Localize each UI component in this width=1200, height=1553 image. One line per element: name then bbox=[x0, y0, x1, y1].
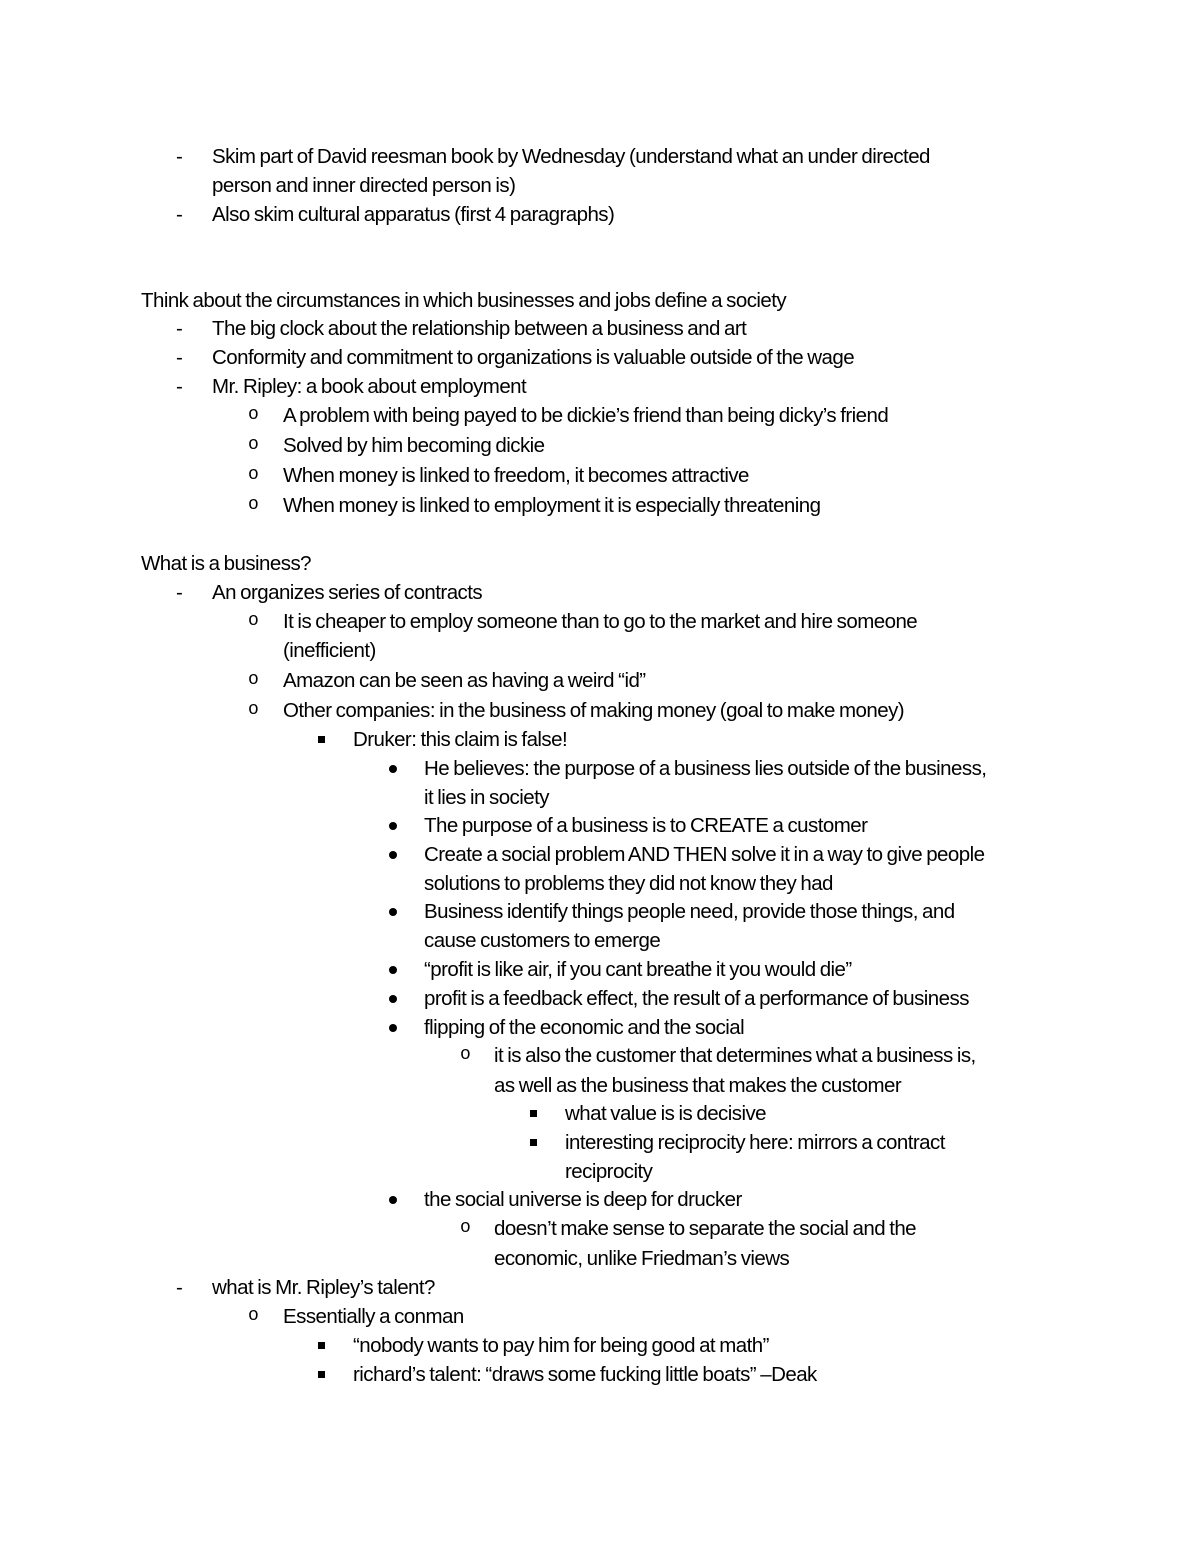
text-line: doesn’t make sense to separate the social and the bbox=[494, 1217, 917, 1240]
text-line: economic, unlike Friedman’s views bbox=[494, 1247, 790, 1270]
text-line: solutions to problems they did not know they had bbox=[424, 872, 833, 895]
square-bullet-icon bbox=[318, 1360, 328, 1389]
text-line: When money is linked to employment it is especially threatening bbox=[283, 494, 821, 517]
square-bullet-icon bbox=[318, 1331, 328, 1360]
text-line: interesting reciprocity here: mirrors a contract bbox=[565, 1131, 945, 1154]
circle-bullet-marker: o bbox=[248, 465, 259, 485]
text-line: Solved by him becoming dickie bbox=[283, 434, 545, 457]
text-line: Amazon can be seen as having a weird “id” bbox=[283, 669, 646, 692]
text-line: flipping of the economic and the social bbox=[424, 1016, 745, 1039]
text-line: “profit is like air, if you cant breathe it you would die” bbox=[424, 958, 852, 981]
dash-marker: - bbox=[176, 581, 183, 604]
round-bullet-icon bbox=[389, 811, 399, 840]
circle-bullet-marker: o bbox=[248, 435, 259, 455]
text-line: the social universe is deep for drucker bbox=[424, 1188, 742, 1211]
round-bullet-icon bbox=[389, 984, 399, 1013]
circle-bullet-marker: o bbox=[248, 1306, 259, 1326]
text-line: An organizes series of contracts bbox=[212, 581, 483, 604]
text-line: Skim part of David reesman book by Wednesday (understand what an under directed bbox=[212, 145, 930, 168]
section-heading: What is a business? bbox=[141, 552, 311, 575]
round-bullet-icon bbox=[389, 955, 399, 984]
round-bullet-icon bbox=[389, 1013, 399, 1042]
text-line: Also skim cultural apparatus (first 4 paragraphs) bbox=[212, 203, 615, 226]
text-line: “nobody wants to pay him for being good at math” bbox=[353, 1334, 769, 1357]
text-line: He believes: the purpose of a business lies outside of the business, bbox=[424, 757, 987, 780]
dash-marker: - bbox=[176, 1276, 183, 1299]
text-line: as well as the business that makes the customer bbox=[494, 1074, 902, 1097]
text-line: cause customers to emerge bbox=[424, 929, 661, 952]
section-heading: Think about the circumstances in which businesses and jobs define a society bbox=[141, 289, 787, 312]
round-bullet-icon bbox=[389, 897, 399, 926]
text-line: The purpose of a business is to CREATE a customer bbox=[424, 814, 868, 837]
text-line: (inefficient) bbox=[283, 639, 376, 662]
dash-marker: - bbox=[176, 375, 183, 398]
text-line: Other companies: in the business of making money (goal to make money) bbox=[283, 699, 905, 722]
text-line: it is also the customer that determines what a business is, bbox=[494, 1044, 976, 1067]
dash-marker: - bbox=[176, 346, 183, 369]
circle-bullet-marker: o bbox=[248, 495, 259, 515]
square-bullet-icon bbox=[318, 725, 328, 754]
text-line: richard’s talent: “draws some fucking little boats” –Deak bbox=[353, 1363, 817, 1386]
text-line: Essentially a conman bbox=[283, 1305, 464, 1328]
text-line: It is cheaper to employ someone than to go to the market and hire someone bbox=[283, 610, 918, 633]
circle-bullet-marker: o bbox=[248, 700, 259, 720]
text-line: what value is is decisive bbox=[565, 1102, 767, 1125]
text-line: Conformity and commitment to organizations is valuable outside of the wage bbox=[212, 346, 855, 369]
circle-bullet-marker: o bbox=[460, 1218, 471, 1238]
text-line: The big clock about the relationship between a business and art bbox=[212, 317, 747, 340]
square-bullet-icon bbox=[530, 1099, 540, 1128]
text-line: it lies in society bbox=[424, 786, 549, 809]
circle-bullet-marker: o bbox=[248, 405, 259, 425]
dash-marker: - bbox=[176, 145, 183, 168]
text-line: A problem with being payed to be dickie’s friend than being dicky’s friend bbox=[283, 404, 889, 427]
dash-marker: - bbox=[176, 203, 183, 226]
text-line: what is Mr. Ripley’s talent? bbox=[212, 1276, 435, 1299]
circle-bullet-marker: o bbox=[248, 611, 259, 631]
round-bullet-icon bbox=[389, 1185, 399, 1214]
text-line: Druker: this claim is false! bbox=[353, 728, 568, 751]
text-line: Create a social problem AND THEN solve it in a way to give people bbox=[424, 843, 985, 866]
dash-marker: - bbox=[176, 317, 183, 340]
text-line: profit is a feedback effect, the result of a performance of business bbox=[424, 987, 969, 1010]
circle-bullet-marker: o bbox=[460, 1045, 471, 1065]
text-line: person and inner directed person is) bbox=[212, 174, 516, 197]
square-bullet-icon bbox=[530, 1128, 540, 1157]
text-line: reciprocity bbox=[565, 1160, 653, 1183]
text-line: Business identify things people need, provide those things, and bbox=[424, 900, 955, 923]
round-bullet-icon bbox=[389, 840, 399, 869]
text-line: Mr. Ripley: a book about employment bbox=[212, 375, 527, 398]
circle-bullet-marker: o bbox=[248, 670, 259, 690]
text-line: When money is linked to freedom, it becomes attractive bbox=[283, 464, 749, 487]
round-bullet-icon bbox=[389, 754, 399, 783]
